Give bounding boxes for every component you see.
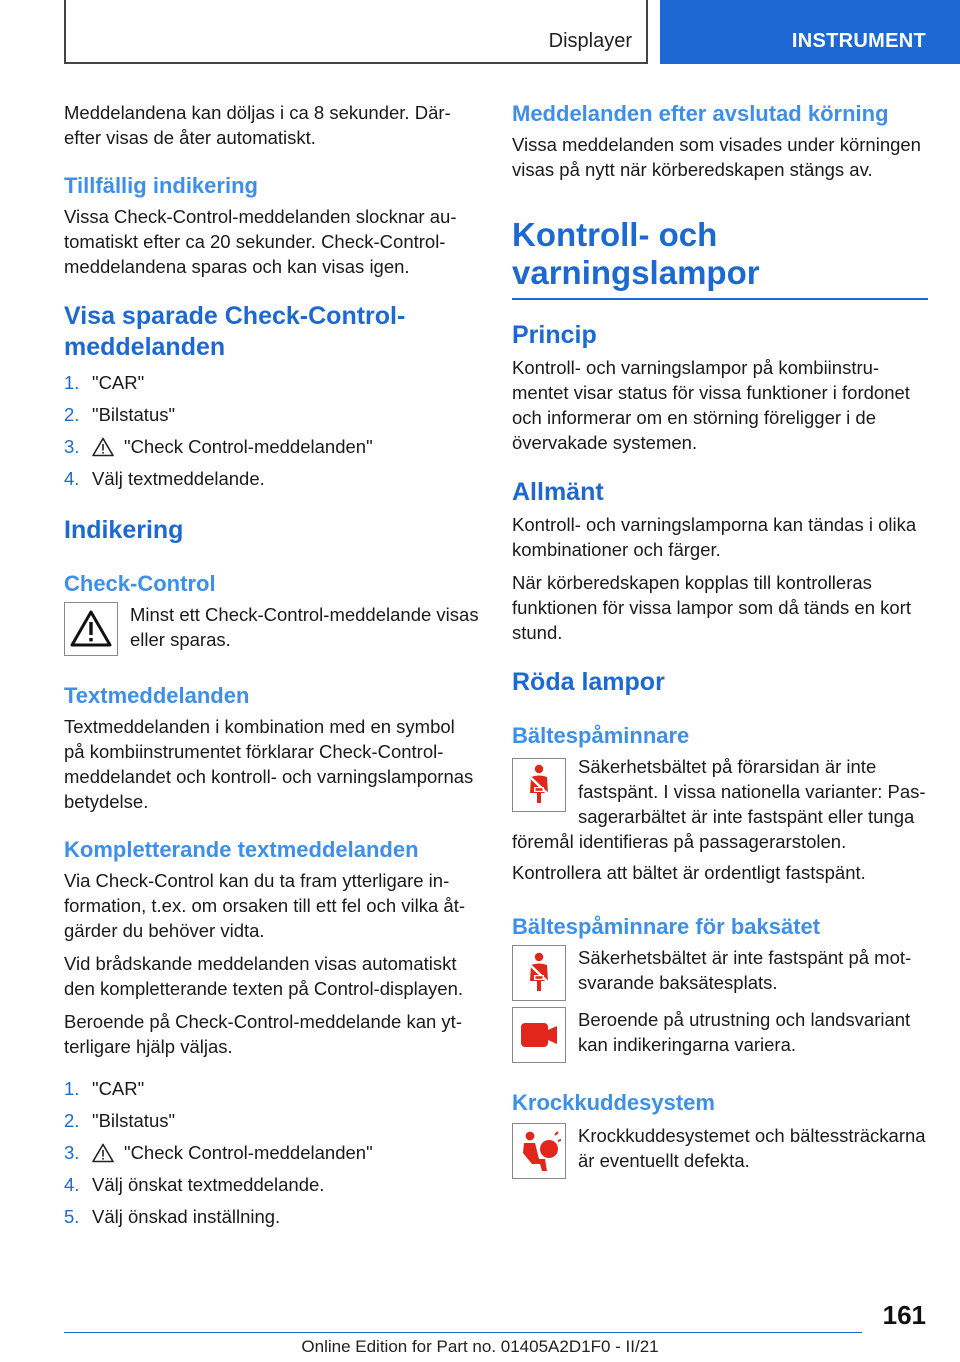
tab-instrument[interactable]	[660, 0, 960, 64]
airbag-icon	[512, 1123, 566, 1179]
list-item: 3. "Check Control-meddelanden"	[64, 436, 373, 457]
steps-visa-sparade	[64, 367, 480, 495]
text-baltespaminnare: Säkerhetsbältet på förarsidan är inte fastspänt. I vissa nationella varianter: Passagerarbältet är inte fastspänt eller tunga föremål identifieras på passagerarstolen.	[512, 756, 926, 852]
heading-visa-sparade: Visa sparade Check-Control-meddelanden	[64, 302, 406, 361]
warning-triangle-icon	[64, 602, 118, 656]
warning-triangle-icon	[92, 437, 114, 457]
list-item: 3. "Check Control-meddelanden"	[64, 1142, 373, 1163]
text-kompletterande-1: Via Check-Control kan du ta fram ytterligare information, t.ex. om orsaken till ett fel och vilka åtgärder du behöver vidta.	[64, 870, 466, 941]
list-item: 1. "CAR"	[64, 1078, 145, 1099]
list-item: 4. Välj textmeddelande.	[64, 468, 265, 489]
right-column	[512, 100, 928, 1179]
heading-baltespaminnare: Bältespåminnare	[512, 723, 690, 748]
text-princip: Kontroll- och varningslampor på kombiinstrumentet visar status för vissa funktioner i fordonet och informerar om en störning föreligger i de övervakade systemen.	[512, 357, 910, 453]
heading-roda: Röda lampor	[512, 668, 665, 696]
text-kompletterande-3: Beroende på Check-Control-meddelande kan ytterligare hjälp väljas.	[64, 1011, 462, 1057]
rear-seat-indicator-icon	[512, 1007, 566, 1063]
text-kompletterande-2: Vid brådskande meddelanden visas automatiskt den kompletterande texten på Control-displayen.	[64, 953, 464, 999]
heading-tillfallig: Tillfällig indikering	[64, 173, 258, 198]
footer-edition[interactable]: Online Edition for Part no. 01405A2D1F0 - II/21	[301, 1337, 659, 1356]
check-control-row	[64, 602, 480, 656]
tab-displayer[interactable]	[64, 0, 648, 64]
list-item: 1. "CAR"	[64, 372, 145, 393]
baksatet-row-2	[512, 1007, 928, 1063]
text-allmant-1: Kontroll- och varningslamporna kan tändas i olika kombinationer och färger.	[512, 514, 917, 560]
list-item: 2. "Bilstatus"	[64, 1110, 176, 1131]
heading-check-control: Check-Control	[64, 571, 216, 596]
heading-kontroll: Kontroll- och varningslampor	[512, 216, 760, 291]
text-tillfallig: Vissa Check-Control-meddelanden slocknar automatiskt efter ca 20 sekunder. Check-Control-meddelandena sparas och kan visas igen.	[64, 206, 457, 277]
list-item: 5. Välj önskad inställning.	[64, 1206, 281, 1227]
text-allmant-2: När körberedskapen kopplas till kontrolleras funktionen för vissa lampor som då tänds en kort stund.	[512, 572, 911, 643]
tab-displayer-label: Displayer	[548, 30, 632, 52]
heading-efter-korning: Meddelanden efter avslutad körning	[512, 101, 889, 126]
text-efter-korning: Vissa meddelanden som visades under körningen visas på nytt när körberedskapen stängs av.	[512, 134, 921, 180]
seatbelt-icon	[512, 758, 566, 812]
text-textmeddelanden: Textmeddelanden i kombination med en symbol på kombiinstrumentet förklarar Check-Control-meddelandet och kontroll- och varningslampornas betydelse.	[64, 716, 474, 812]
baksatet-row-1	[512, 945, 928, 1001]
intro-text: Meddelandena kan döljas i ca 8 sekunder. Därefter visas de åter automatiskt.	[64, 102, 451, 148]
text-baksatet-1: Säkerhetsbältet är inte fastspänt på motsvarande baksätesplats.	[578, 947, 912, 993]
tab-instrument-label: INSTRUMENT	[791, 30, 926, 52]
heading-allmant: Allmänt	[512, 478, 604, 506]
heading-princip: Princip	[512, 321, 597, 349]
krockkudde-row	[512, 1123, 928, 1179]
list-item: 2. "Bilstatus"	[64, 404, 176, 425]
text-check-control: Minst ett Check-Control-meddelande visas eller sparas.	[130, 604, 479, 650]
text-baltespaminnare-2: Kontrollera att bältet är ordentligt fastspänt.	[512, 862, 866, 883]
text-baksatet-2: Beroende på utrustning och landsvariant kan indikeringarna variera.	[578, 1009, 911, 1055]
heading-krockkudde: Krockkuddesystem	[512, 1090, 715, 1115]
page-number: 161	[882, 1300, 926, 1330]
heading-kompletterande: Kompletterande textmeddelanden	[64, 837, 419, 862]
warning-triangle-icon	[92, 1143, 114, 1163]
footer-divider	[64, 1332, 862, 1333]
heading-baksatet: Bältespåminnare för baksätet	[512, 914, 821, 939]
text-krockkudde: Krockkuddesystemet och bältessträckarna är eventuellt defekta.	[578, 1125, 926, 1171]
left-column	[64, 100, 480, 1233]
steps-kompletterande	[64, 1073, 480, 1233]
rear-seatbelt-icon	[512, 945, 566, 1001]
page-header	[0, 0, 960, 66]
heading-textmeddelanden: Textmeddelanden	[64, 683, 250, 708]
heading-indikering: Indikering	[64, 516, 184, 544]
list-item: 4. Välj önskat textmeddelande.	[64, 1174, 325, 1195]
